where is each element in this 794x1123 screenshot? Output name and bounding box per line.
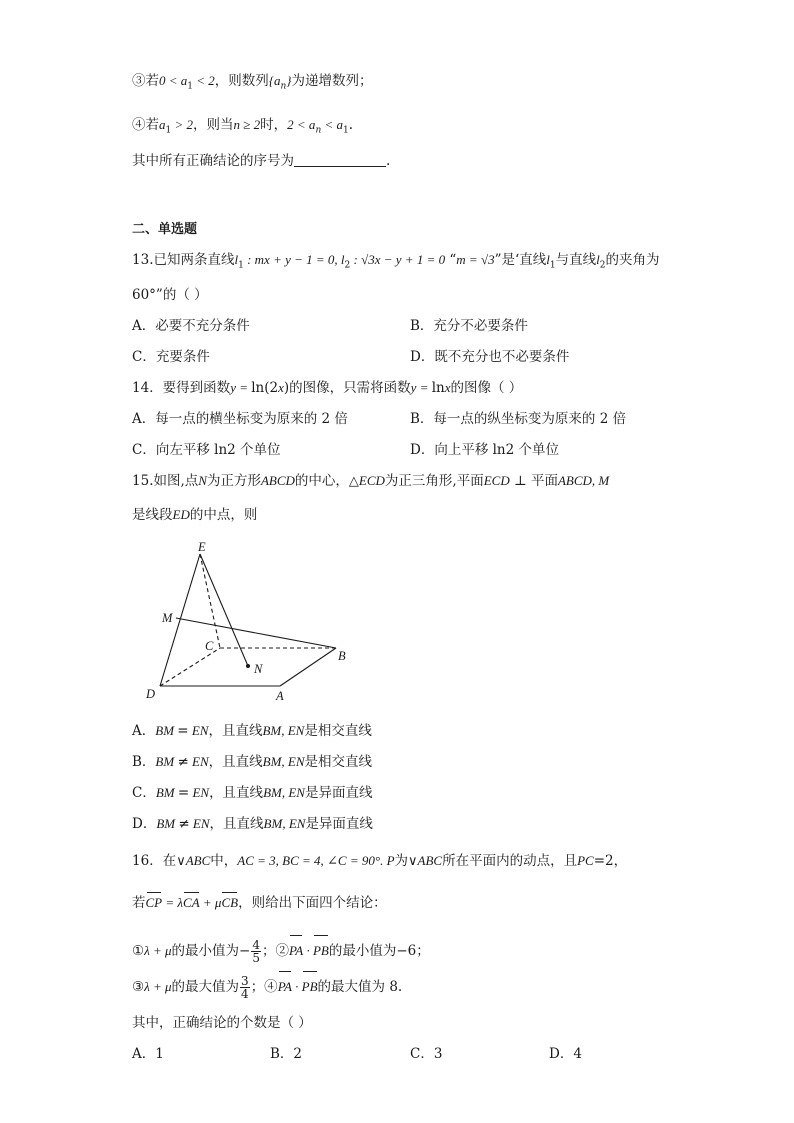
q12-item4: ④若$a_1 > 2$，则当n ≥ 2时，$2 < a_n < a_1$. <box>132 117 354 136</box>
q13-stem-cont: 60°”的（ ） <box>132 287 208 303</box>
q16-option-d[interactable]: D．4 <box>549 1046 582 1062</box>
q16-stem: 16．在∨ABC中，AC = 3, BC = 4, ∠C = 90°. P为∨ABC所在平面内的动点，且PC=2， <box>132 853 628 869</box>
q14-option-c[interactable]: C．向左平移 ln2 个单位 <box>132 442 281 458</box>
q14-stem: 14．要得到函数y = ln(2x)的图像，只需将函数y = lnx的图像（ ） <box>132 380 523 396</box>
q16-option-b[interactable]: B．2 <box>270 1046 303 1062</box>
section-title: 二、单选题 <box>132 222 198 237</box>
q15-option-a[interactable]: A．BM = EN，且直线BM, EN是相交直线 <box>132 723 372 739</box>
q15-option-b[interactable]: B．BM ≠ EN，且直线BM, EN是相交直线 <box>132 754 373 770</box>
q14-option-a[interactable]: A．每一点的横坐标变为原来的 2 倍 <box>132 411 348 427</box>
q16-question: 其中，正确结论的个数是（ ） <box>132 1015 312 1031</box>
q15-option-c[interactable]: C．BM = EN，且直线BM, EN是异面直线 <box>132 785 373 801</box>
q13-option-d[interactable]: D．既不充分也不必要条件 <box>410 349 570 365</box>
q16-option-c[interactable]: C．3 <box>410 1046 443 1062</box>
segment-MB <box>176 618 336 648</box>
label-A: A <box>276 689 284 703</box>
label-E: E <box>198 540 206 554</box>
q13-option-c[interactable]: C．充要条件 <box>132 349 210 365</box>
q14-option-b[interactable]: B．每一点的纵坐标变为原来的 2 倍 <box>410 411 627 427</box>
q15-geometry-figure <box>140 538 350 708</box>
edge-EC-hidden <box>200 554 220 648</box>
q13-option-b[interactable]: B．充分不必要条件 <box>410 318 528 334</box>
fraction-neg-four-fifths: $\frac{4}{5}$ <box>252 938 260 965</box>
q13-option-a[interactable]: A．必要不充分条件 <box>132 318 250 334</box>
q16-conclusions-3-4: ③λ + μ的最大值为 $\frac{3}{4}$ ；④PA · PB的最大值为 8. <box>132 974 403 1001</box>
q16-option-a[interactable]: A．1 <box>132 1046 164 1062</box>
answer-blank[interactable] <box>294 151 386 167</box>
label-D: D <box>146 687 156 701</box>
q15-option-d[interactable]: D．BM ≠ EN，且直线BM, EN是异面直线 <box>132 816 373 832</box>
fraction-three-quarters: $\frac{3}{4}$ <box>241 974 249 1001</box>
q14-option-d[interactable]: D．向上平移 ln2 个单位 <box>410 442 560 458</box>
q15-stem-cont: 是线段ED的中点，则 <box>132 507 258 523</box>
edge-DC-hidden <box>160 648 220 686</box>
q13-stem: 13.已知两条直线$l_1$ : mx + y − 1 = 0, $l_2$ : √3x − y + 1 = 0 “m = √3”是‘直线$l_1$与直线$l_2$的夹角为 <box>132 252 660 271</box>
label-C: C <box>205 639 214 653</box>
point-N <box>246 664 250 668</box>
q12-answer-line: 其中所有正确结论的序号为 . <box>132 153 391 169</box>
label-N: N <box>254 662 263 676</box>
q15-stem: 15.如图,点N为正方形ABCD的中心，△ECD为正三角形,平面ECD ⊥ 平面ABCD, M <box>132 473 610 489</box>
q16-stem-cont: 若CP = λCA + μCB，则给出下面四个结论： <box>132 895 387 911</box>
q16-conclusions-1-2: ①λ + μ的最小值为− $\frac{4}{5}$ ；②PA · PB的最小值为−6； <box>132 938 430 965</box>
q12-item3: ③若$0 < a_1 < 2$，则数列$\{a_n\}$为递增数列； <box>132 73 373 92</box>
label-B: B <box>338 649 346 663</box>
edge-AB <box>280 648 336 686</box>
label-M: M <box>162 611 173 625</box>
